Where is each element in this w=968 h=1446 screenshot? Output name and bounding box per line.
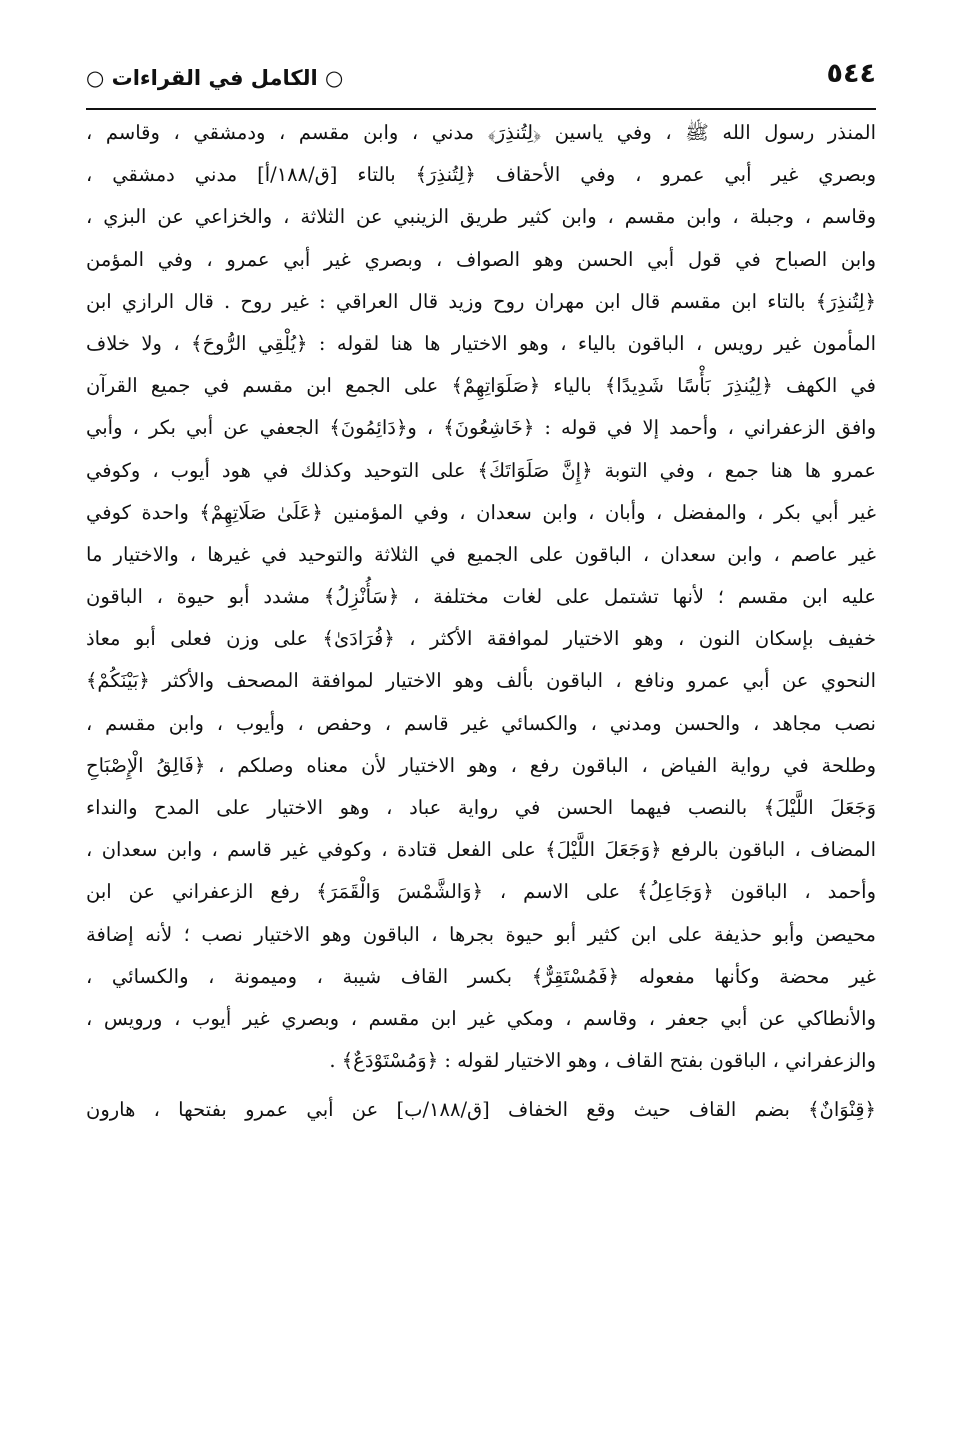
text-line: وطلحة في رواية الفياض ، الباقون رفع ، وهو الاختيار لأن معناه وصلكم ، ﴿فَالِقُ الْإِصْبَاحِ xyxy=(86,753,876,777)
page-header xyxy=(86,52,876,114)
text-line: المأمون غير رويس ، الباقون بالياء ، وهو الاختيار ها هنا لقوله : ﴿يُلْقِي الرُّوحَ﴾ ، ولا خلاف xyxy=(86,331,876,355)
text-line: وابن الصباح في قول أبي الحسن وهو الصواف ، وبصري غير أبي عمرو ، وفي المؤمن xyxy=(86,247,876,271)
text-line: المنذر رسول الله ﷺ ، وفي ياسين ﴿لِتُنذِرَ﴾ مدني ، وابن مقسم ، ودمشقي ، وقاسم ، xyxy=(86,121,876,144)
text-line: عليه ابن مقسم ؛ لأنها تشتمل على لغات مختلفة ، ﴿سَأُنْزِلُ﴾ مشدد أبو حيوة ، الباقون xyxy=(86,585,876,609)
text-line: والزعفراني ، الباقون بفتح القاف ، وهو الاختيار لقوله : ﴿وَمُسْتَوْدَعٌ﴾ . xyxy=(329,1049,876,1073)
page-number: ٥٤٤ xyxy=(826,58,876,89)
text-line: وَجَعَلَ اللَّيْلَ﴾ بالنصب فيهما الحسن في رواية عباد ، وهو الاختيار على المدح والنداء xyxy=(86,796,876,819)
text-line: ﴿لِتُنذِرَ﴾ بالتاء ابن مقسم قال ابن مهران روح وزيد قال العراقي : غير روح . قال الرازي ابن xyxy=(86,289,876,313)
text-line: المضاف ، الباقون بالرفع ﴿وَجَعَلَ اللَّيْلَ﴾ على الفعل قتادة ، وكوفي غير قاسم ، وابن سعدان ، xyxy=(86,838,876,862)
text-line: محيصن وأبو حذيفة على ابن كثير أبو حيوة بجرها ، الباقون وهو الاختيار نصب ؛ لأنه إضافة xyxy=(86,922,876,946)
text-line: نصب مجاهد ، والحسن ومدني ، والكسائي غير قاسم ، وحفص ، وأيوب ، وابن مقسم ، xyxy=(86,711,876,735)
text-line: وأحمد ، الباقون ﴿وَجَاعِلُ﴾ على الاسم ، ﴿وَالشَّمْسَ وَالْقَمَرَ﴾ رفع الزعفراني عن ابن xyxy=(86,880,876,904)
text-line: والأنطاكي عن أبي جعفر ، وقاسم ، ومكي غير ابن مقسم ، وبصري غير أيوب ، ورويس ، xyxy=(86,1006,876,1030)
text-line: النحوي عن أبي عمرو ونافع ، الباقون بألف وهو الاختيار لموافقة المصحف والأكثر ﴿بَيْنَكُمْ﴾ xyxy=(86,669,876,693)
text-line: وقاسم ، وجبلة ، وابن مقسم ، وابن كثير طريق الزينبي عن الثلاثة ، والخزاعي عن البزي ، xyxy=(86,205,876,229)
body-text xyxy=(86,112,876,1132)
text-line: غير محضة وكأنها مفعوله ﴿فَمُسْتَقِرٌّ﴾ بكسر القاف شيبة ، وميمونة ، والكسائي ، xyxy=(86,964,876,988)
text-line: غير أبي بكر ، والمفضل ، وأبان ، وابن سعدان ، وفي المؤمنين ﴿عَلَىٰ صَلَاتِهِمْ﴾ واحدة كوفي xyxy=(86,500,876,524)
text-line: ﴿قِنْوَانٌ﴾ بضم القاف حيث وقع الخفاف [ق/١٨٨/ب] عن أبي عمرو بفتحها ، هارون xyxy=(86,1098,876,1122)
text-line: وبصري غير أبي عمرو ، وفي الأحقاف ﴿لِتُنذِرَ﴾ بالتاء [ق/١٨٨/أ] مدني دمشقي ، xyxy=(86,163,876,187)
text-line: غير عاصم ، وابن سعدان ، الباقون على الجميع في الثلاثة والتوحيد في غيرها ، والاختيار ما xyxy=(86,542,876,566)
header-rule xyxy=(86,108,876,110)
text-line: خفيف بإسكان النون ، وهو الاختيار لموافقة الأكثر ، ﴿فُرَادَىٰ﴾ على وزن فعلى أبو معاذ xyxy=(86,627,876,651)
text-line: وافق الزعفراني ، وأحمد إلا في قوله : ﴿خَاشِعُونَ﴾ ، و﴿دَائِمُونَ﴾ الجعفي عن أبي بكر ، وأبي xyxy=(86,416,876,440)
text-line: في الكهف ﴿لِيُنذِرَ بَأْسًا شَدِيدًا﴾ بالياء ﴿صَلَوَاتِهِمْ﴾ على الجمع ابن مقسم في جميع القرآن xyxy=(86,374,876,398)
running-title: ○ الكامل في القراءات ○ xyxy=(86,66,344,90)
text-line: عمرو ها هنا جمع ، وفي التوبة ﴿إِنَّ صَلَوَاتَكَ﴾ على التوحيد وكذلك في هود أيوب ، وكوفي xyxy=(86,458,876,482)
